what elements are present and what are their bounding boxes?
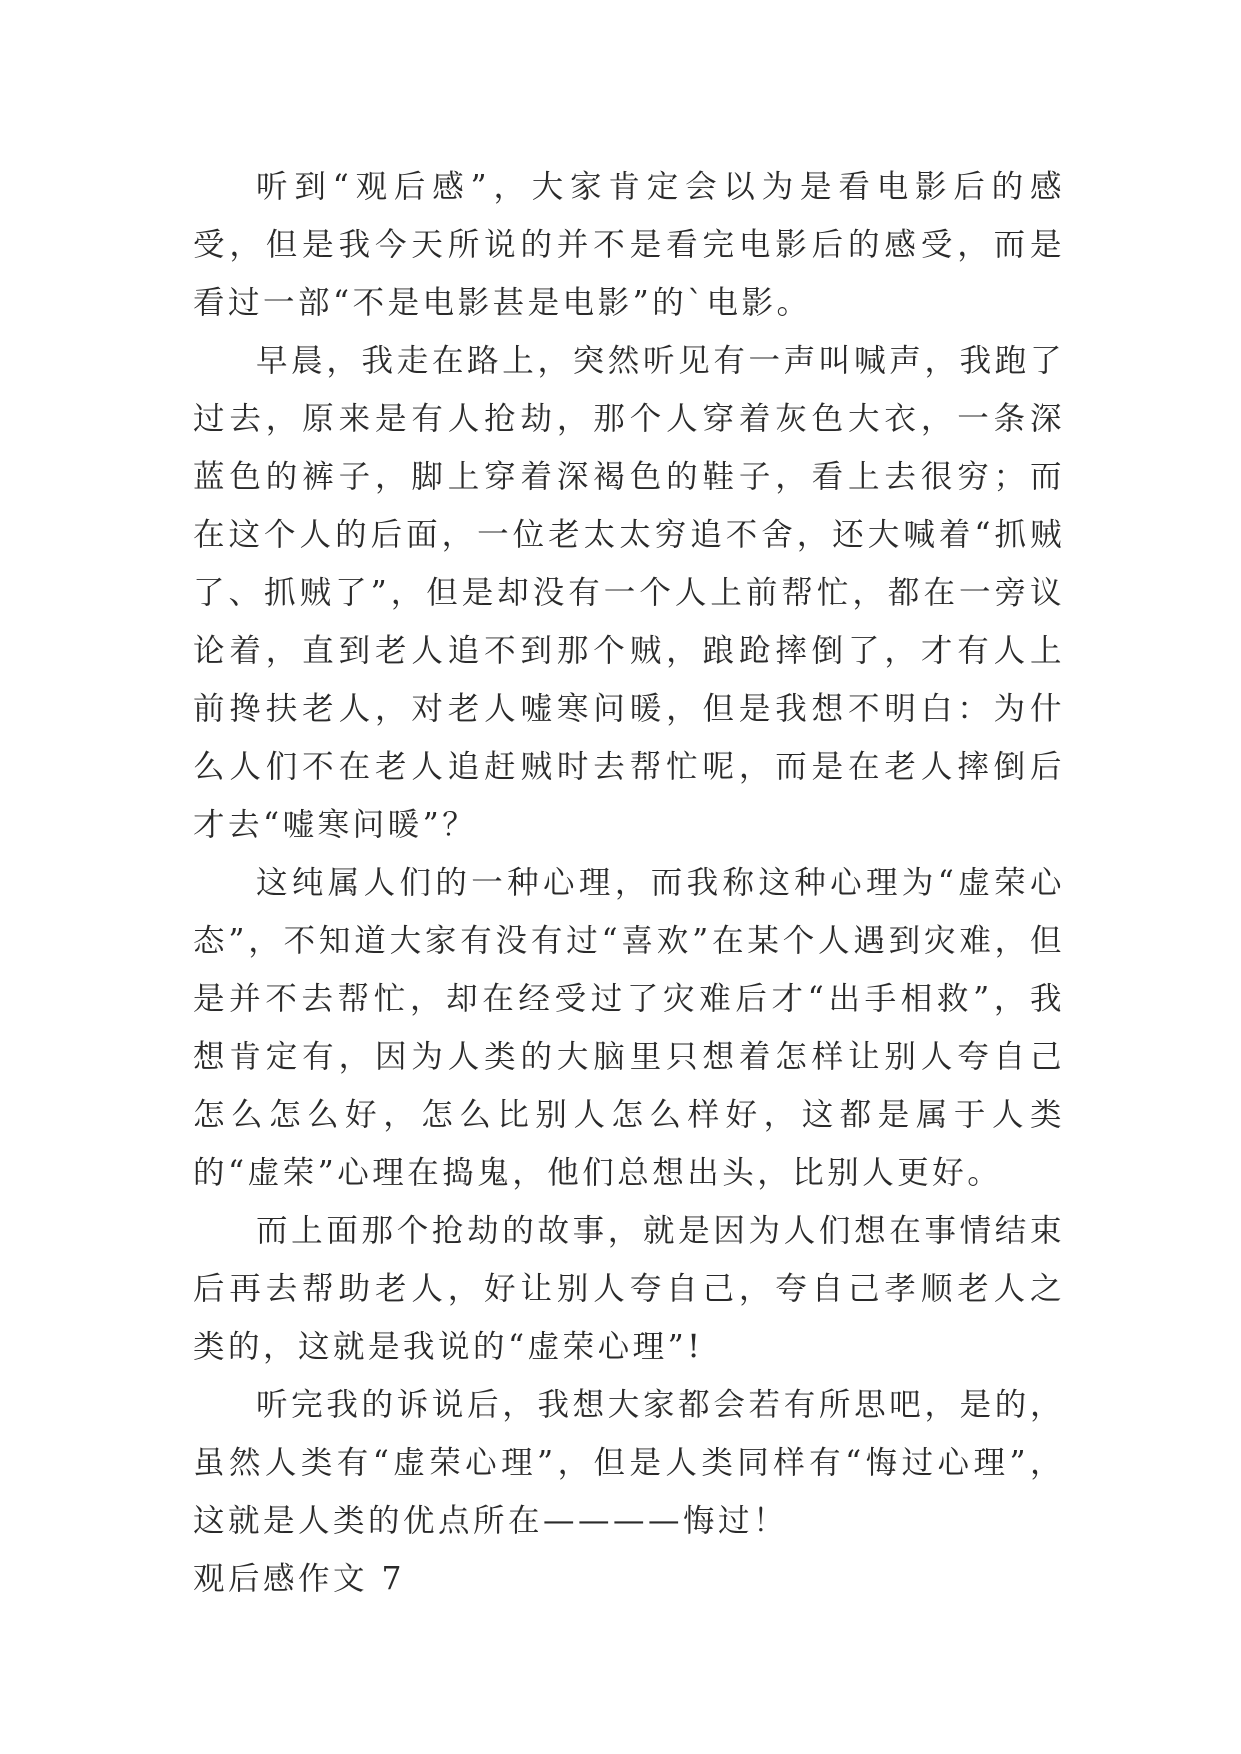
paragraph-4: 而上面那个抢劫的故事，就是因为人们想在事情结束后再去帮助老人，好让别人夸自己，夸自己孝顺老人之类的，这就是我说的“虚荣心理”!	[193, 1213, 1065, 1365]
paragraph-5: 听完我的诉说后，我想大家都会若有所思吧，是的，虽然人类有“虚荣心理”，但是人类同样有“悔过心理”，这就是人类的优点所在————悔过！	[193, 1387, 1065, 1539]
section-heading: 观后感作文 7	[193, 1561, 406, 1597]
paragraph-2: 早晨，我走在路上，突然听见有一声叫喊声，我跑了过去，原来是有人抢劫，那个人穿着灰色大衣，一条深蓝色的裤子，脚上穿着深褐色的鞋子，看上去很穷；而在这个人的后面，一位老太太穷追不舍，还大喊着“抓贼了、抓贼了”，但是却没有一个人上前帮忙，都在一旁议论着，直到老人追不到那个贼，踉跄摔倒了，才有人上前搀扶老人，对老人嘘寒问暖，但是我想不明白：为什么人们不在老人追赶贼时去帮忙呢，而是在老人摔倒后才去“嘘寒问暖”？	[193, 343, 1065, 843]
paragraph-3: 这纯属人们的一种心理，而我称这种心理为“虚荣心态”，不知道大家有没有过“喜欢”在某个人遇到灾难，但是并不去帮忙，却在经受过了灾难后才“出手相救”，我想肯定有，因为人类的大脑里只想着怎样让别人夸自己怎么怎么好，怎么比别人怎么样好，这都是属于人类的“虚荣”心理在捣鬼，他们总想出头，比别人更好。	[193, 865, 1065, 1191]
paragraph-1: 听到“观后感”，大家肯定会以为是看电影后的感受，但是我今天所说的并不是看完电影后的感受，而是看过一部“不是电影甚是电影”的`电影。	[193, 169, 1065, 321]
document-body	[193, 158, 1065, 1608]
